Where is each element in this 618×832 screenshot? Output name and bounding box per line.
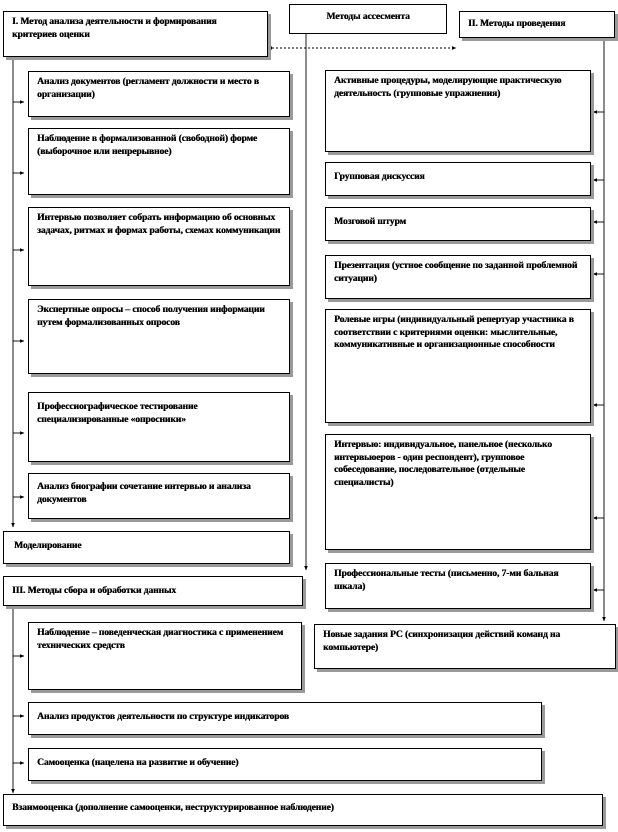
- method-i-item-3: Интервью позволяет собрать информацию об основных задачах, ритмах и формах работы, схемах коммуникации: [28, 207, 290, 286]
- method-ii-item-1: Активные процедуры, моделирующие практическую деятельность (групповые упражнения): [325, 70, 591, 152]
- method-i-item-1: Анализ документов (регламент должности и место в организации): [28, 71, 290, 117]
- method-ii-footer: Новые задания РС (синхронизация действий команд на компьютере): [314, 624, 616, 669]
- method-i-item-6: Анализ биографии сочетание интервью и анализа документов: [28, 473, 290, 519]
- method-i-header: I. Метод анализа деятельности и формирования критериев оценки: [3, 11, 268, 57]
- method-ii-item-2: Групповая дискуссия: [325, 162, 591, 196]
- method-ii-item-5: Ролевые игры (индивидуальный репертуар участника в соответствии с критериями оценки: мыслительные, коммуникативные и организационные способности: [325, 309, 591, 423]
- method-i-item-2: Наблюдение в формализованной (свободной) форме (выборочное или непрерывное): [28, 128, 290, 195]
- method-i-item-5: Профессиографическое тестирование специализированные «опросники»: [28, 392, 290, 462]
- method-ii-item-3: Мозговой штурм: [325, 207, 591, 241]
- method-iii-item-2: Анализ продуктов деятельности по структуре индикаторов: [28, 702, 542, 735]
- method-ii-item-7: Профессиональные тесты (письменно, 7-ми бальная шкала): [325, 563, 591, 609]
- method-ii-item-6: Интервью: индивидуальное, панельное (несколько интервьюеров - один респондент), групповое собеседование, последовательное (отдельные специалисты): [325, 434, 591, 550]
- method-ii-header: II. Методы проведения: [459, 11, 615, 38]
- modeling-box: Моделирование: [3, 531, 290, 564]
- method-iii-item-3: Самооценка (нацелена на развитие и обучение): [28, 748, 542, 781]
- method-iii-item-1: Наблюдение – поведенческая диагностика с применением технических средств: [28, 622, 302, 690]
- method-iii-header: III. Методы сбора и обработки данных: [3, 576, 303, 606]
- method-iii-item-4: Взаимооценка (дополнение самооценки, неструктурированное наблюдение): [3, 794, 603, 826]
- method-i-item-4: Экспертные опросы – способ получения информации путем формализованных опросов: [28, 299, 290, 374]
- method-ii-item-4: Презентация (устное сообщение по заданной проблемной ситуации): [325, 255, 591, 299]
- assessment-methods-title: Методы ассесмента: [289, 4, 447, 34]
